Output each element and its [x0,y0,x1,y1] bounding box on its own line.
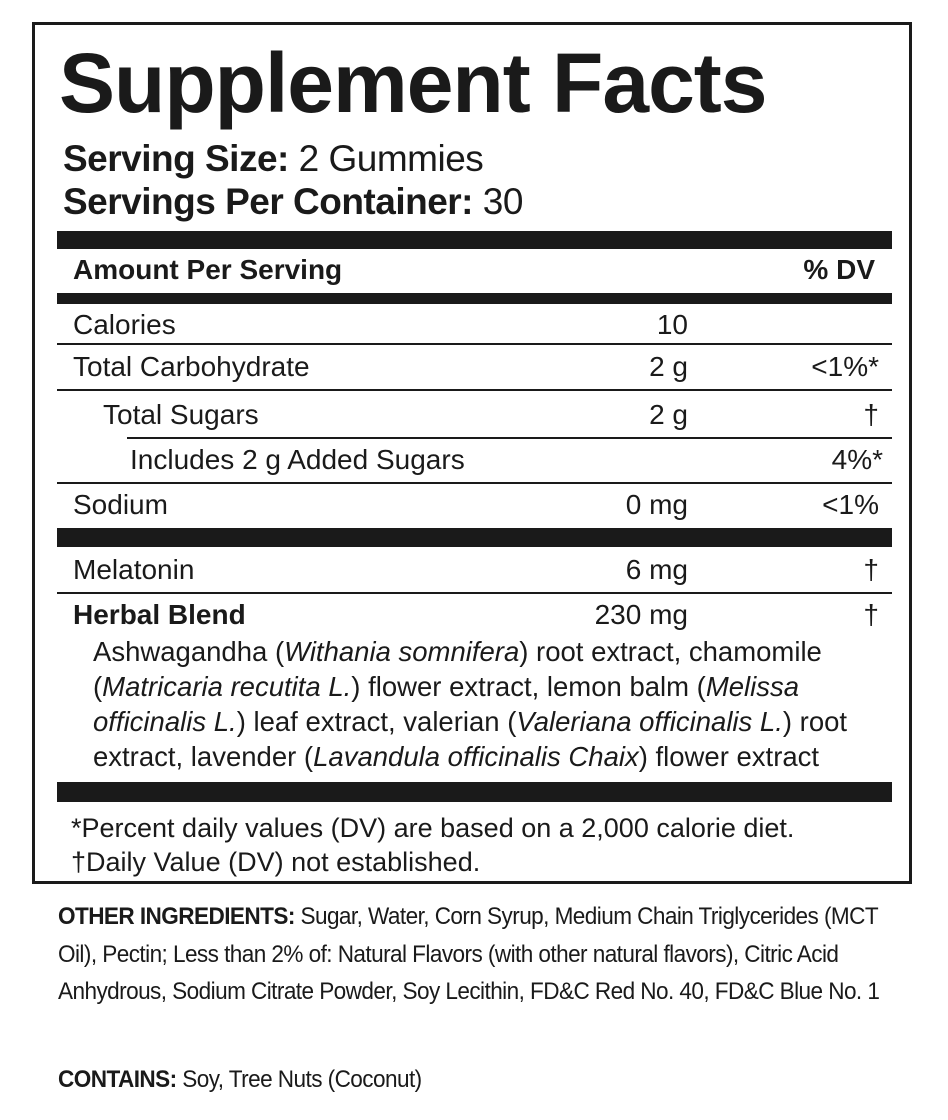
blend-text-segment-botanical: Melissa officinalis L. [93,671,800,737]
servings-per-value: 30 [473,181,523,222]
servings-per-label: Servings Per Container: [63,181,474,222]
divider-thin [57,482,892,484]
header-percent-dv: % DV [803,254,875,285]
blend-text-segment: ) root extract, chamomile ( [93,636,822,702]
other-ingredients-text: Sugar, Water, Corn Syrup, Medium Chain Triglycerides (MCT Oil), Pectin; Less than 2% of: Natural Flavors (with other natural flavors), Citric Acid Anhydrous, Sodium Citrate Powder, Soy Lecithin, FD&C Red No. 40, FD&C Blue No. 1 [58,903,880,1005]
row-amount-total-carbohydrate: 2 g [649,351,688,382]
blend-text-segment: ) root extract, lavender ( [93,706,848,772]
row-amount-melatonin: 6 mg [625,554,688,585]
row-dv-sodium: <1% [822,489,879,520]
serving-size [63,138,483,180]
row-name-melatonin: Melatonin [73,554,195,585]
row-amount-calories: 10 [656,309,688,340]
blend-text-segment: Ashwagandha ( [93,636,285,667]
row-dv-total-carbohydrate: <1%* [811,351,879,382]
footnote-dagger: †Daily Value (DV) not established. [71,847,481,877]
row-dv-total-sugars: † [863,399,879,430]
panel-title: Supplement Facts [59,36,767,130]
row-dv-herbal-blend: † [863,599,879,630]
row-amount-total-sugars: 2 g [649,399,688,430]
blend-text-segment: ) flower extract [638,741,820,772]
herbal-blend-description [93,634,893,774]
row-dv-melatonin: † [863,554,879,585]
row-name-total-carbohydrate: Total Carbohydrate [73,351,310,382]
blend-text-segment: ) leaf extract, valerian ( [236,706,517,737]
blend-text-segment-botanical: Withania somnifera [284,636,520,667]
contains-text: Soy, Tree Nuts (Coconut) [176,1066,422,1093]
divider-thin [57,343,892,345]
row-amount-sodium: 0 mg [625,489,688,520]
blend-text-segment-botanical: Matricaria recutita L. [102,671,352,702]
row-dv-added-sugars: 4%* [831,444,883,475]
contains-statement [58,1063,422,1097]
row-amount-herbal-blend: 230 mg [594,599,688,630]
blend-text-segment-botanical: Valeriana officinalis L. [516,706,783,737]
divider-thin [57,592,892,594]
blend-text-segment-botanical: Lavandula officinalis Chaix [313,741,639,772]
footnote-percent-dv: *Percent daily values (DV) are based on a 2,000 calorie diet. [71,813,795,843]
row-name-total-sugars: Total Sugars [103,399,259,430]
row-name-herbal-blend: Herbal Blend [73,599,246,630]
servings-per-container [63,181,523,223]
other-ingredients [58,898,918,1011]
serving-size-value: 2 Gummies [288,138,484,179]
contains-label: CONTAINS: [58,1066,177,1093]
row-name-calories: Calories [73,309,176,340]
divider-thin [57,389,892,391]
divider-thick-bottom [57,782,892,802]
header-amount-per-serving: Amount Per Serving [73,254,343,285]
row-name-sodium: Sodium [73,489,168,520]
serving-size-label: Serving Size: [63,138,289,179]
divider-thick-top [57,231,892,249]
divider-thin-indented [127,437,892,439]
other-ingredients-label: OTHER INGREDIENTS: [58,903,295,930]
blend-text-segment: ) flower extract, lemon balm ( [351,671,706,702]
divider-thick-middle [57,528,892,547]
row-name-added-sugars: Includes 2 g Added Sugars [130,444,465,475]
supplement-facts-panel [32,22,912,884]
divider-medium [57,293,892,304]
